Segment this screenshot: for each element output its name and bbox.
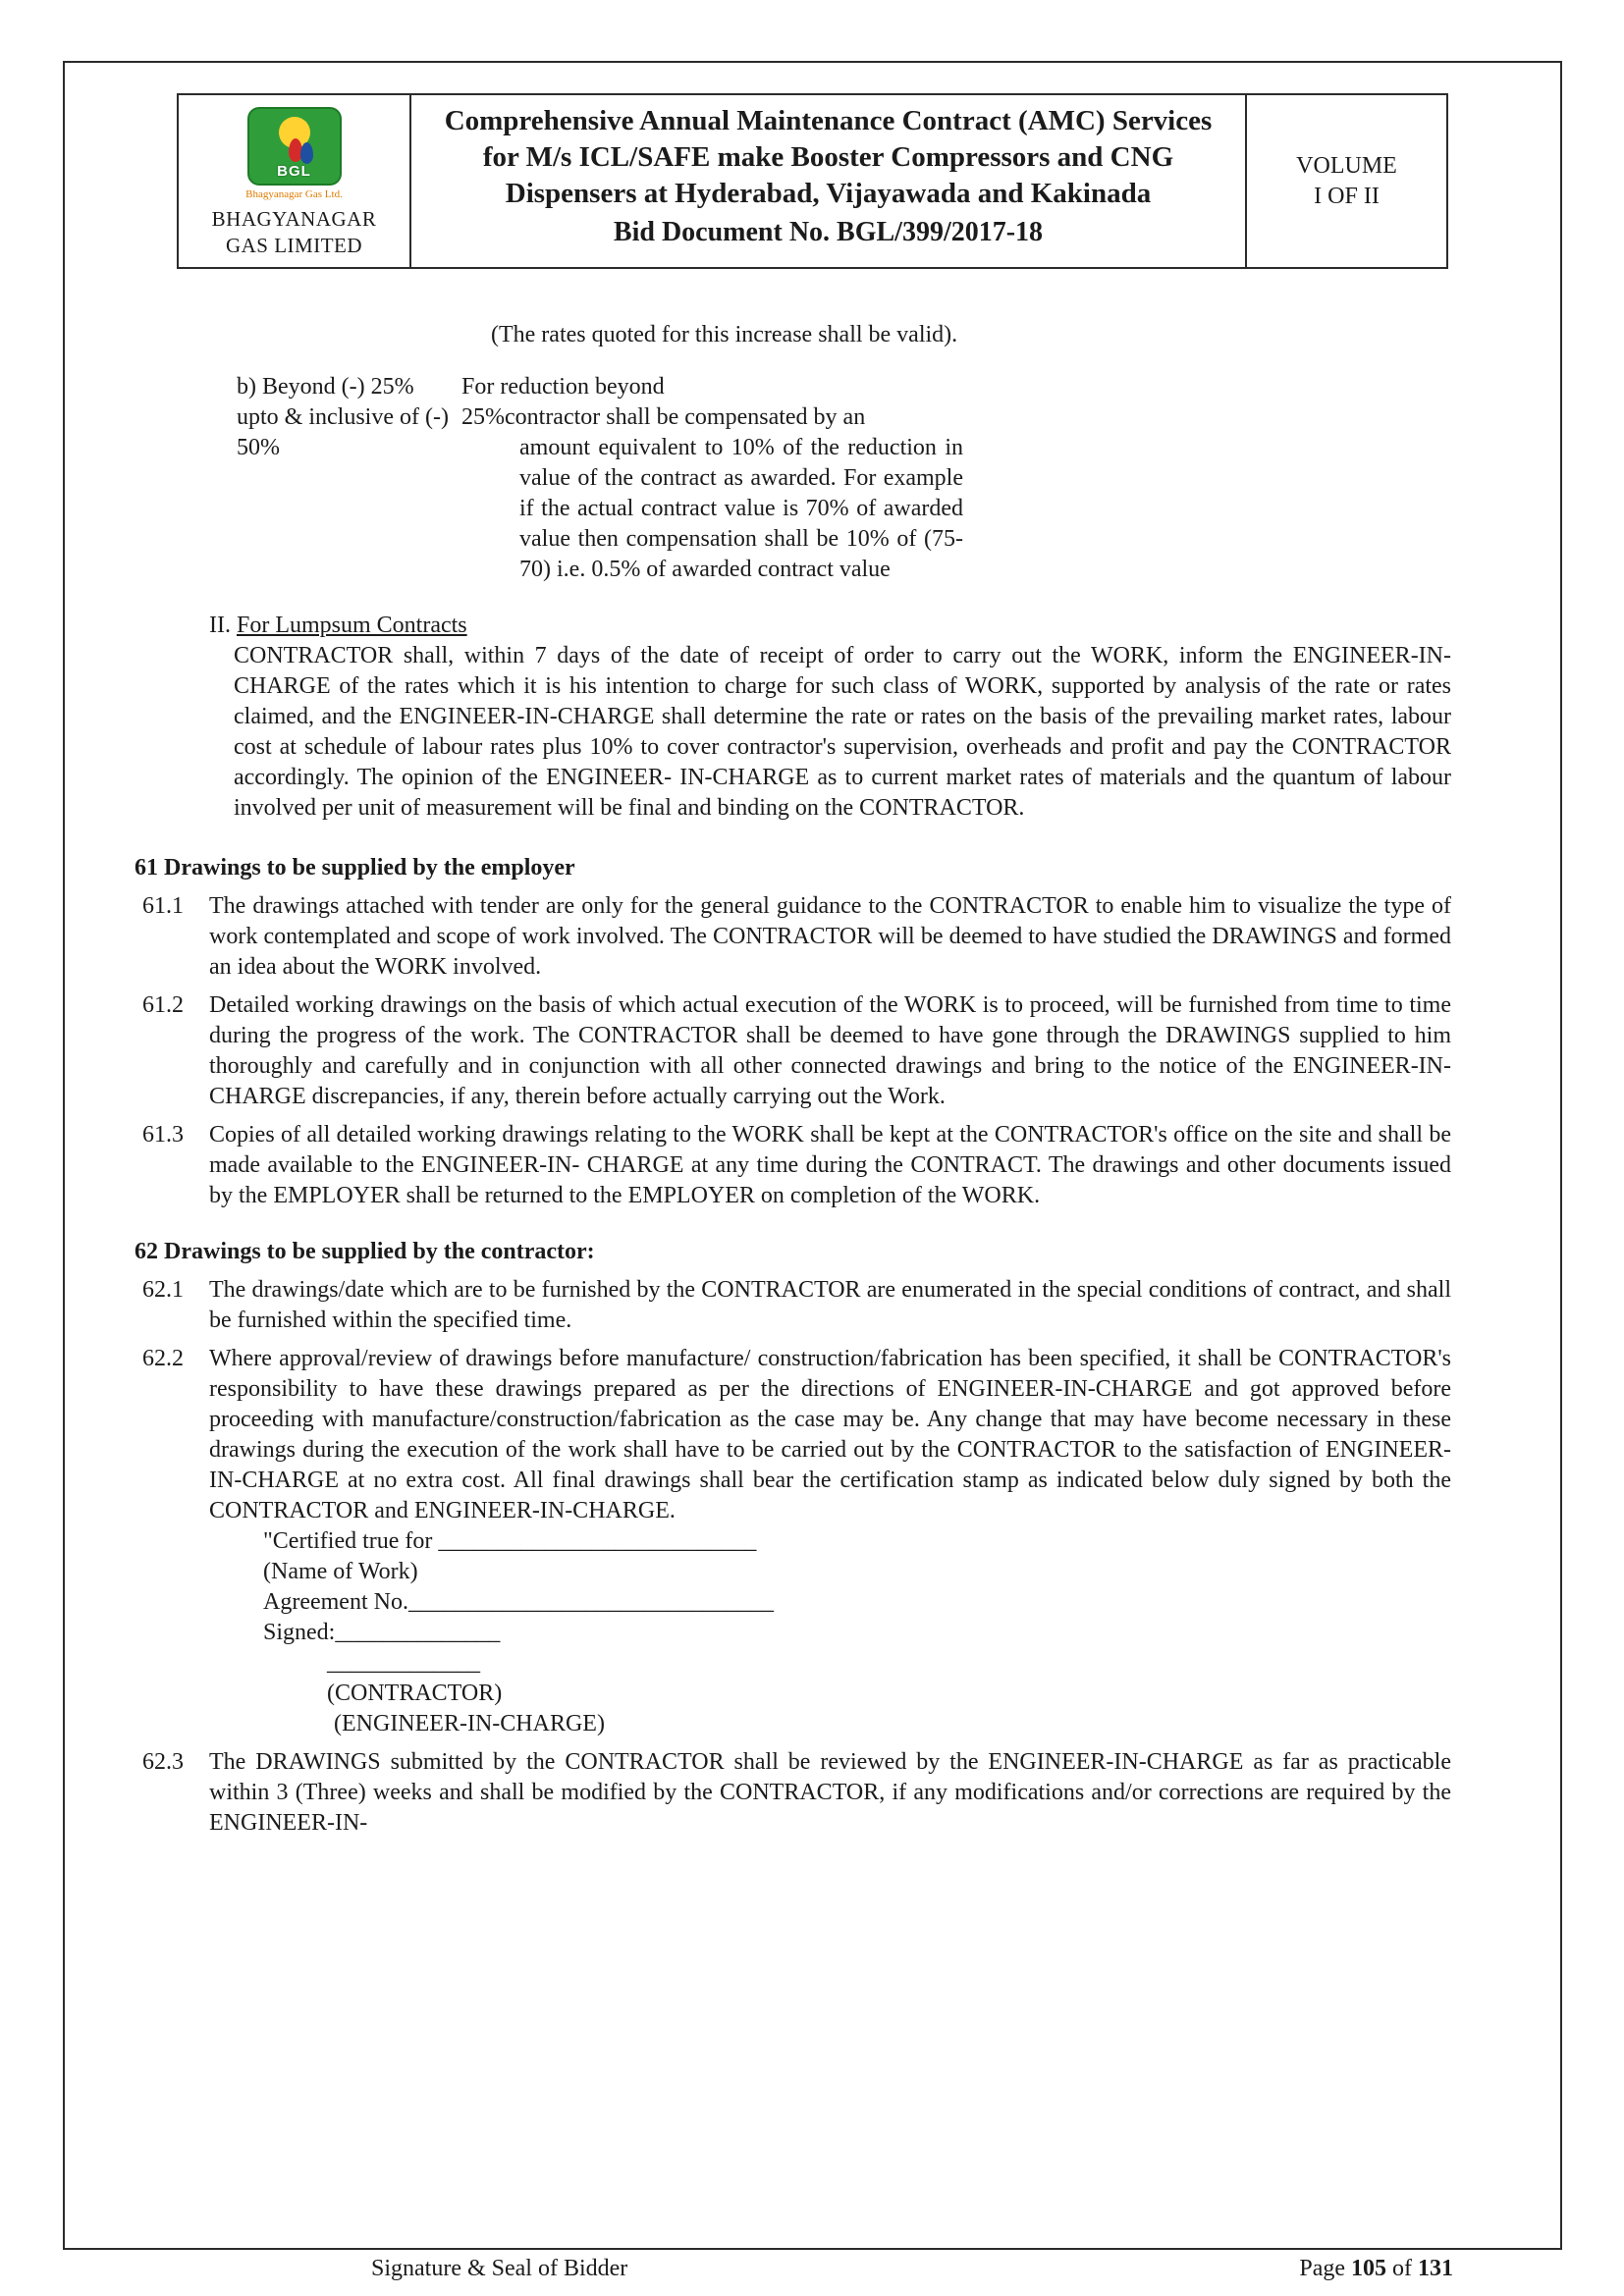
clause-text: The drawings attached with tender are only for the general guidance to the CONTRACTOR to enable him to visualize the type of work contemplated and scope of work involved. The CONTRACTOR will be deemed to have studied the DRAWINGS and formed an idea about the WORK involved. <box>209 893 1451 980</box>
cert-line-name-of-work: (Name of Work) <box>263 1559 418 1584</box>
cert-line-agreement-no: Agreement No._______________________________ <box>263 1589 774 1615</box>
lumpsum-heading <box>209 611 1451 641</box>
clause-number: 62.3 <box>142 1749 184 1775</box>
lumpsum-section <box>135 611 1451 824</box>
cert-line-certified-true: "Certified true for ___________________________ <box>263 1528 757 1554</box>
document-body <box>135 320 1451 1839</box>
clause-b-detail: amount equivalent to 10% of the reduction in value of the contract as awarded. For example if the actual contract value is 70% of awarded value then compensation shall be 10% of (75-70) i.e. 0.5% of awarded contract value <box>519 435 963 582</box>
clause-item-62-3 <box>135 1747 1451 1839</box>
clause-b-lead-line1: For reduction beyond <box>461 374 665 400</box>
clause-number: 61.1 <box>142 893 184 919</box>
volume-cell <box>1247 95 1446 267</box>
title-cell <box>411 95 1247 267</box>
clause-text: The DRAWINGS submitted by the CONTRACTOR shall be reviewed by the ENGINEER-IN-CHARGE as far as practicable within 3 (Three) weeks and shall be modified by the CONTRACTOR, if any modifications and/or corrections are required by the ENGINEER-IN- <box>209 1749 1451 1836</box>
document-title: Comprehensive Annual Maintenance Contract (AMC) Services for M/s ICL/SAFE make Booster Compressors and CNG Dispensers at Hyderabad, Vijayawada and Kakinada <box>444 105 1213 209</box>
cert-line-signed: Signed:______________ <box>263 1620 501 1645</box>
clause-text: Copies of all detailed working drawings relating to the WORK shall be kept at the CONTRACTOR's office on the site and shall be made available to the ENGINEER-IN- CHARGE at any time during the CONTRACT. The drawings and other documents issued by the EMPLOYER shall be returned to the EMPLOYER on completion of the WORK. <box>209 1122 1451 1208</box>
clause-b-label: b) Beyond (-) 25% upto & inclusive of (-) 50% <box>237 374 449 460</box>
clause-number: 62.1 <box>142 1277 184 1303</box>
page-current: 105 <box>1351 2256 1386 2281</box>
clause-item-62-2 <box>135 1344 1451 1739</box>
lumpsum-heading-title: For Lumpsum Contracts <box>236 613 467 638</box>
cert-line-blank: _____________ <box>327 1650 480 1676</box>
page-of-label: of <box>1386 2256 1418 2281</box>
clause-number: 61.3 <box>142 1122 184 1148</box>
bgl-logo-icon <box>247 107 342 186</box>
organization-name <box>189 206 400 259</box>
clause-text: The drawings/date which are to be furnished by the CONTRACTOR are enumerated in the special conditions of contract, and shall be furnished within the specified time. <box>209 1277 1451 1333</box>
clause-b-lead-line2: 25%contractor shall be compensated by an <box>461 404 866 430</box>
clause-b-row <box>135 372 1451 585</box>
clause-number: 62.2 <box>142 1346 184 1371</box>
certification-stamp-block <box>263 1526 1451 1739</box>
cert-line-engineer-in-charge: (ENGINEER-IN-CHARGE) <box>334 1711 605 1736</box>
logo-caption: Bhagyanagar Gas Ltd. <box>245 188 343 200</box>
section-62-heading: 62 Drawings to be supplied by the contractor: <box>135 1239 595 1264</box>
cert-line-contractor: (CONTRACTOR) <box>327 1681 503 1706</box>
volume-line1: VOLUME <box>1296 152 1397 179</box>
bid-document-number: Bid Document No. BGL/399/2017-18 <box>613 217 1044 247</box>
clause-text: Detailed working drawings on the basis of which actual execution of the WORK is to proceed, will be furnished from time to time during the progress of the work. The CONTRACTOR shall be deemed to have gone through the DRAWINGS supplied to him thoroughly and carefully and in conjunction with all other connected drawings and bring to the notice of the ENGINEER-IN-CHARGE discrepancies, if any, therein before actually carrying out the Work. <box>209 992 1451 1109</box>
organization-name-line2: GAS LIMITED <box>225 234 363 257</box>
clause-item-62-1 <box>135 1275 1451 1336</box>
clause-item-61-3 <box>135 1120 1451 1211</box>
document-header <box>177 93 1448 269</box>
volume-line2: I OF II <box>1314 183 1380 209</box>
organization-name-line1: BHAGYANAGAR <box>211 207 377 231</box>
logo-cell <box>179 95 411 267</box>
lumpsum-heading-prefix: II. <box>209 613 237 638</box>
logo-acronym: BGL <box>277 163 311 180</box>
footer-page-number <box>1299 2256 1453 2282</box>
lumpsum-paragraph: CONTRACTOR shall, within 7 days of the date of receipt of order to carry out the WORK, inform the ENGINEER-IN- CHARGE of the rates which it is his intention to charge for such class of WORK, supported by analysis of the rate or rates claimed, and the ENGINEER-IN-CHARGE shall determine the rate or rates on the basis of the prevailing market rates, labour cost at schedule of labour rates plus 10% to cover contractor's supervision, overheads and profit and pay the CONTRACTOR accordingly. The opinion of the ENGINEER- IN-CHARGE as to current market rates of materials and the quantum of labour involved per unit of measurement will be final and binding on the CONTRACTOR. <box>234 643 1451 821</box>
section-61-heading: 61 Drawings to be supplied by the employer <box>135 855 575 881</box>
page-total: 131 <box>1418 2256 1453 2281</box>
rates-valid-note: (The rates quoted for this increase shall be valid). <box>491 322 958 347</box>
clause-b-content <box>461 372 1451 585</box>
clause-item-61-2 <box>135 990 1451 1112</box>
logo-flame-blue-icon <box>300 142 313 164</box>
clause-number: 61.2 <box>142 992 184 1018</box>
clause-text: Where approval/review of drawings before manufacture/ construction/fabrication has been specified, it shall be CONTRACTOR's responsibility to have these drawings prepared as per the directions of ENGINEER-IN-CHARGE and got approved before proceeding with manufacture/construction/fabrication as the case may be. Any change that may have become necessary in these drawings during the execution of the work shall have to be carried out by the CONTRACTOR to the satisfaction of ENGINEER-IN-CHARGE at no extra cost. All final drawings shall bear the certification stamp as indicated below duly signed by both the CONTRACTOR and ENGINEER-IN-CHARGE. <box>209 1346 1451 1523</box>
page-label: Page <box>1299 2256 1351 2281</box>
clause-item-61-1 <box>135 891 1451 983</box>
footer-signature-label: Signature & Seal of Bidder <box>371 2256 628 2281</box>
